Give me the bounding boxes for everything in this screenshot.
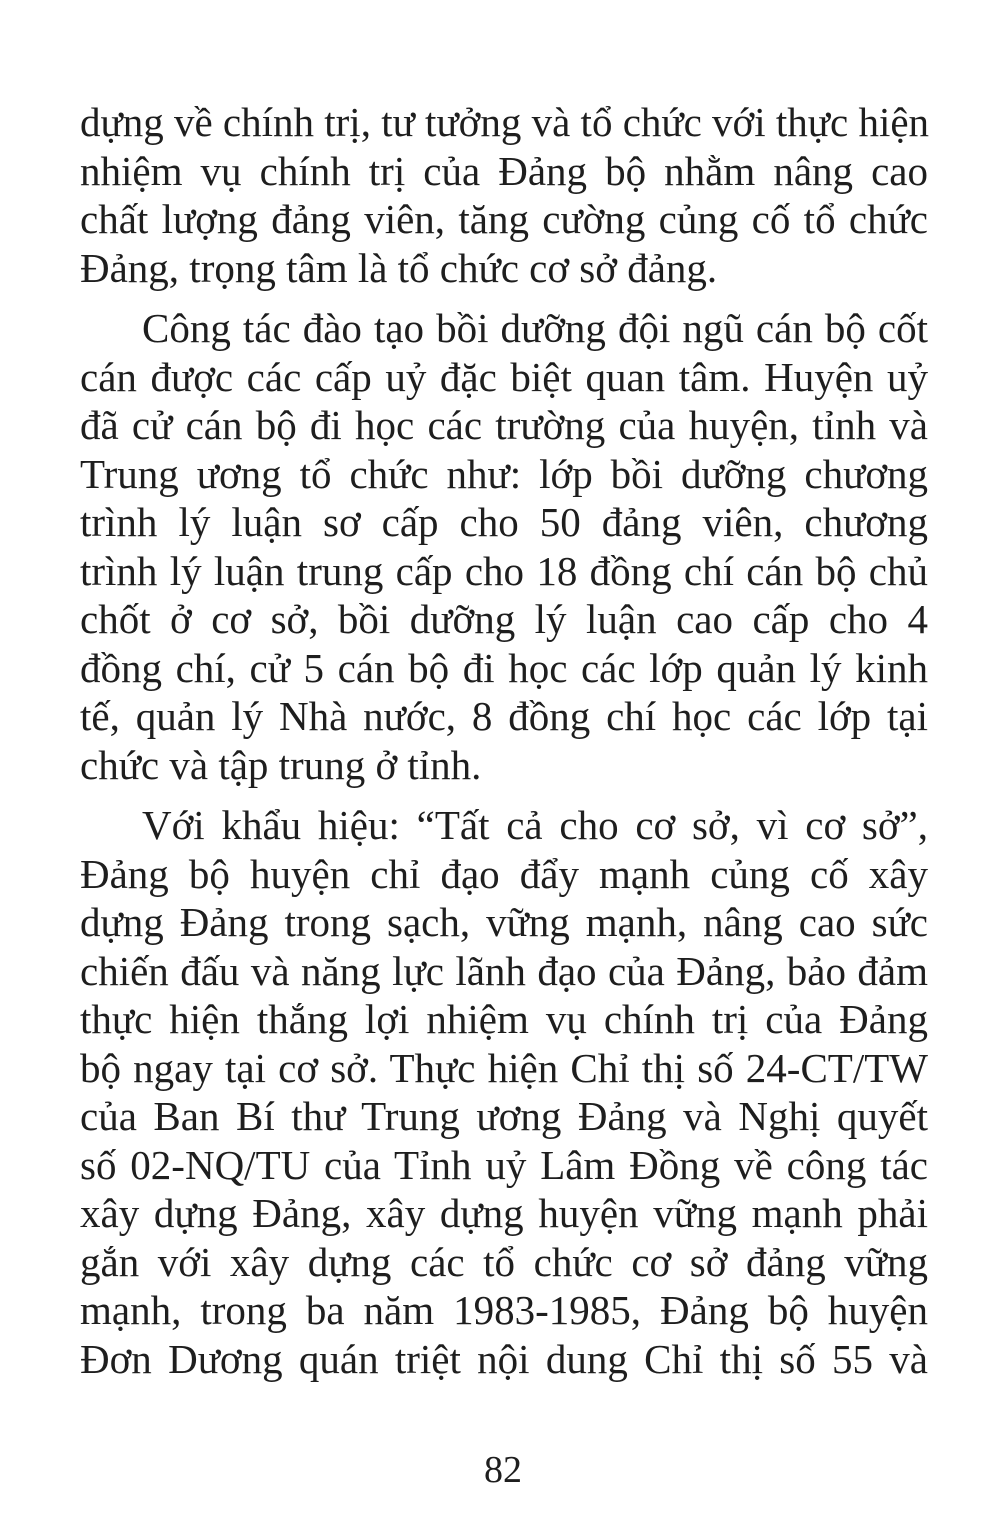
text-line: Công tác đào tạo bồi dưỡng đội ngũ cán bộ cốt bbox=[142, 305, 928, 351]
text-line: số 02-NQ/TU của Tỉnh uỷ Lâm Đồng về công tác bbox=[80, 1141, 928, 1188]
text-line: dựng về chính trị, tư tưởng và tổ chức với thực hiện bbox=[80, 99, 930, 145]
text-line: chức và tập trung ở tỉnh. bbox=[80, 741, 482, 788]
text-line: chất lượng đảng viên, tăng cường củng cố tổ chức bbox=[80, 196, 928, 242]
text-line: chốt ở cơ sở, bồi dưỡng lý luận cao cấp cho 4 bbox=[80, 596, 928, 642]
text-line: xây dựng Đảng, xây dựng huyện vững mạnh phải bbox=[80, 1190, 928, 1236]
text-line: mạnh, trong ba năm 1983-1985, Đảng bộ huyện bbox=[80, 1287, 928, 1333]
body-text bbox=[80, 98, 928, 1383]
text-line: trình lý luận sơ cấp cho 50 đảng viên, chương bbox=[80, 499, 928, 545]
text-line: Đảng, trọng tâm là tổ chức cơ sở đảng. bbox=[80, 244, 718, 291]
text-line: dựng Đảng trong sạch, vững mạnh, nâng cao sức bbox=[80, 899, 928, 945]
text-line: thực hiện thắng lợi nhiệm vụ chính trị của Đảng bbox=[80, 996, 928, 1042]
text-line: tế, quản lý Nhà nước, 8 đồng chí học các lớp tại bbox=[80, 693, 928, 739]
text-line: trình lý luận trung cấp cho 18 đồng chí cán bộ chủ bbox=[80, 547, 928, 594]
text-line: Đơn Dương quán triệt nội dung Chỉ thị số 55 và bbox=[80, 1335, 928, 1382]
text-line: bộ ngay tại cơ sở. Thực hiện Chỉ thị số 24-CT/TW bbox=[80, 1044, 928, 1091]
paragraph-slogan bbox=[80, 801, 928, 1383]
text-line: của Ban Bí thư Trung ương Đảng và Nghị quyết bbox=[80, 1093, 928, 1139]
text-line: chiến đấu và năng lực lãnh đạo của Đảng, bảo đảm bbox=[80, 947, 928, 994]
text-line: gắn với xây dựng các tổ chức cơ sở đảng vững bbox=[80, 1238, 928, 1285]
paragraph-cadre-training bbox=[80, 304, 928, 789]
page-number: 82 bbox=[484, 1449, 522, 1491]
text-line: nhiệm vụ chính trị của Đảng bộ nhằm nâng cao bbox=[80, 147, 928, 194]
text-line: đã cử cán bộ đi học các trường của huyện, tỉnh và bbox=[80, 402, 928, 448]
text-line: Với khẩu hiệu: “Tất cả cho cơ sở, vì cơ sở”, bbox=[142, 802, 928, 848]
text-line: Đảng bộ huyện chỉ đạo đẩy mạnh củng cố xây bbox=[80, 850, 928, 897]
text-line: Trung ương tổ chức như: lớp bồi dưỡng chương bbox=[80, 450, 928, 497]
paragraph-continuation bbox=[80, 98, 928, 292]
text-line: đồng chí, cử 5 cán bộ đi học các lớp quản lý kinh bbox=[80, 644, 928, 691]
text-line: cán được các cấp uỷ đặc biệt quan tâm. Huyện uỷ bbox=[80, 353, 928, 400]
